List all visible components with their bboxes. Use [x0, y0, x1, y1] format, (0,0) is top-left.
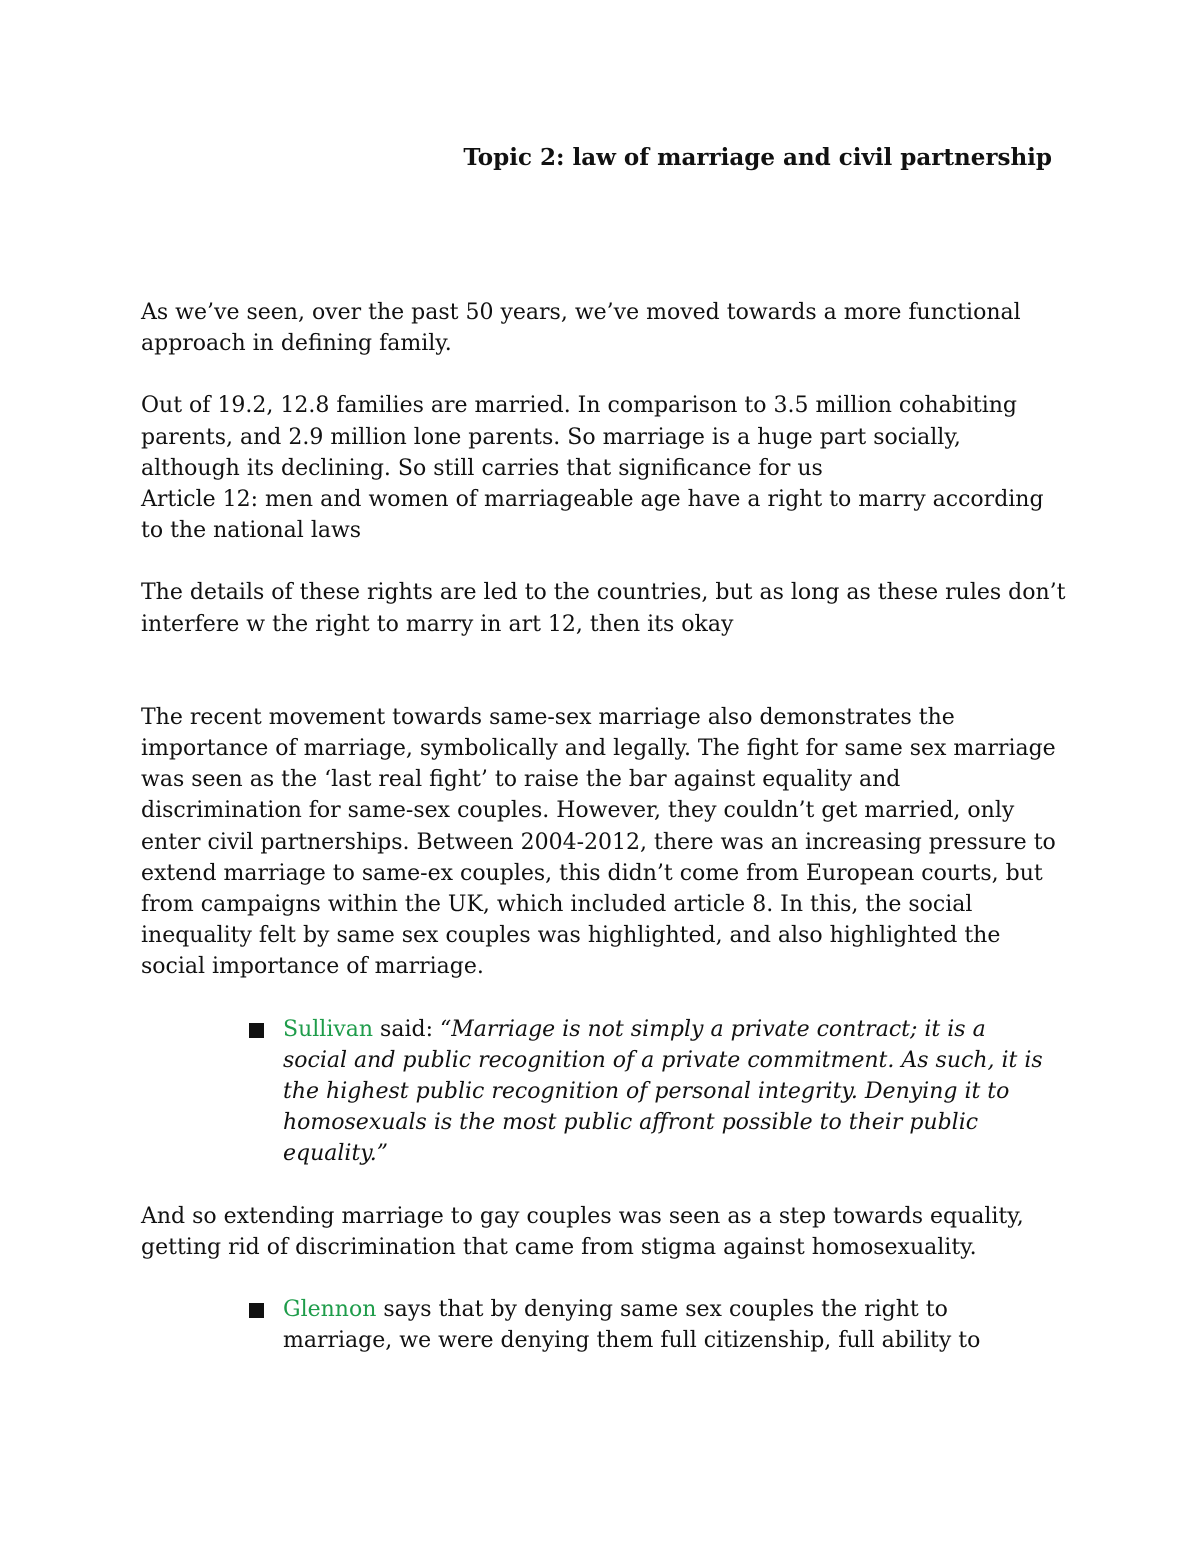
paragraph-intro: As we’ve seen, over the past 50 years, we’ve moved towards a more functional approach in defining family. [141, 300, 1021, 357]
paragraph-country-rules: The details of these rights are led to the countries, but as long as these rules don’t interfere w the right to marry in art 12, then its okay [141, 580, 1066, 637]
square-bullet-icon [249, 1303, 264, 1318]
paragraph-article-12: Article 12: men and women of marriageable age have a right to marry according to the national laws [141, 487, 1044, 544]
bullet-glennon [283, 1294, 1066, 1356]
page-title: Topic 2: law of marriage and civil partnership [463, 144, 1052, 171]
sullivan-quote: “Marriage is not simply a private contract; it is a social and public recognition of a private commitment. As such, it is the highest public recognition of personal integrity. Denying it to homosexuals is the most public affront possible to their public equality.” [283, 1016, 1043, 1167]
bullet-sullivan [283, 1014, 1066, 1170]
author-name-glennon: Glennon [283, 1297, 377, 1323]
bullet-verb: said: [373, 1016, 440, 1042]
document-body [141, 297, 1066, 1356]
paragraph-statistics: Out of 19.2, 12.8 families are married. In comparison to 3.5 million cohabiting parents, and 2.9 million lone parents. So marriage is a huge part socially, although its declining. So still carries that significance for us [141, 393, 1017, 481]
paragraph-same-sex-marriage: The recent movement towards same-sex marriage also demonstrates the importance of marriage, symbolically and legally. The fight for same sex marriage was seen as the ‘last real fight’ to raise the bar against equality and discrimination for same-sex couples. However, they couldn’t get married, only enter civil partnerships. Between 2004-2012, there was an increasing pressure to extend marriage to same-ex couples, this didn’t come from European courts, but from campaigns within the UK, which included article 8. In this, the social inequality felt by same sex couples was highlighted, and also highlighted the social importance of marriage. [141, 704, 1056, 980]
square-bullet-icon [249, 1023, 264, 1038]
paragraph-equality: And so extending marriage to gay couples was seen as a step towards equality, getting rid of discrimination that came from stigma against homosexuality. [141, 1203, 1024, 1260]
glennon-text: says that by denying same sex couples the right to marriage, we were denying them full citizenship, full ability to [283, 1297, 981, 1354]
author-name-sullivan: Sullivan [283, 1016, 374, 1042]
